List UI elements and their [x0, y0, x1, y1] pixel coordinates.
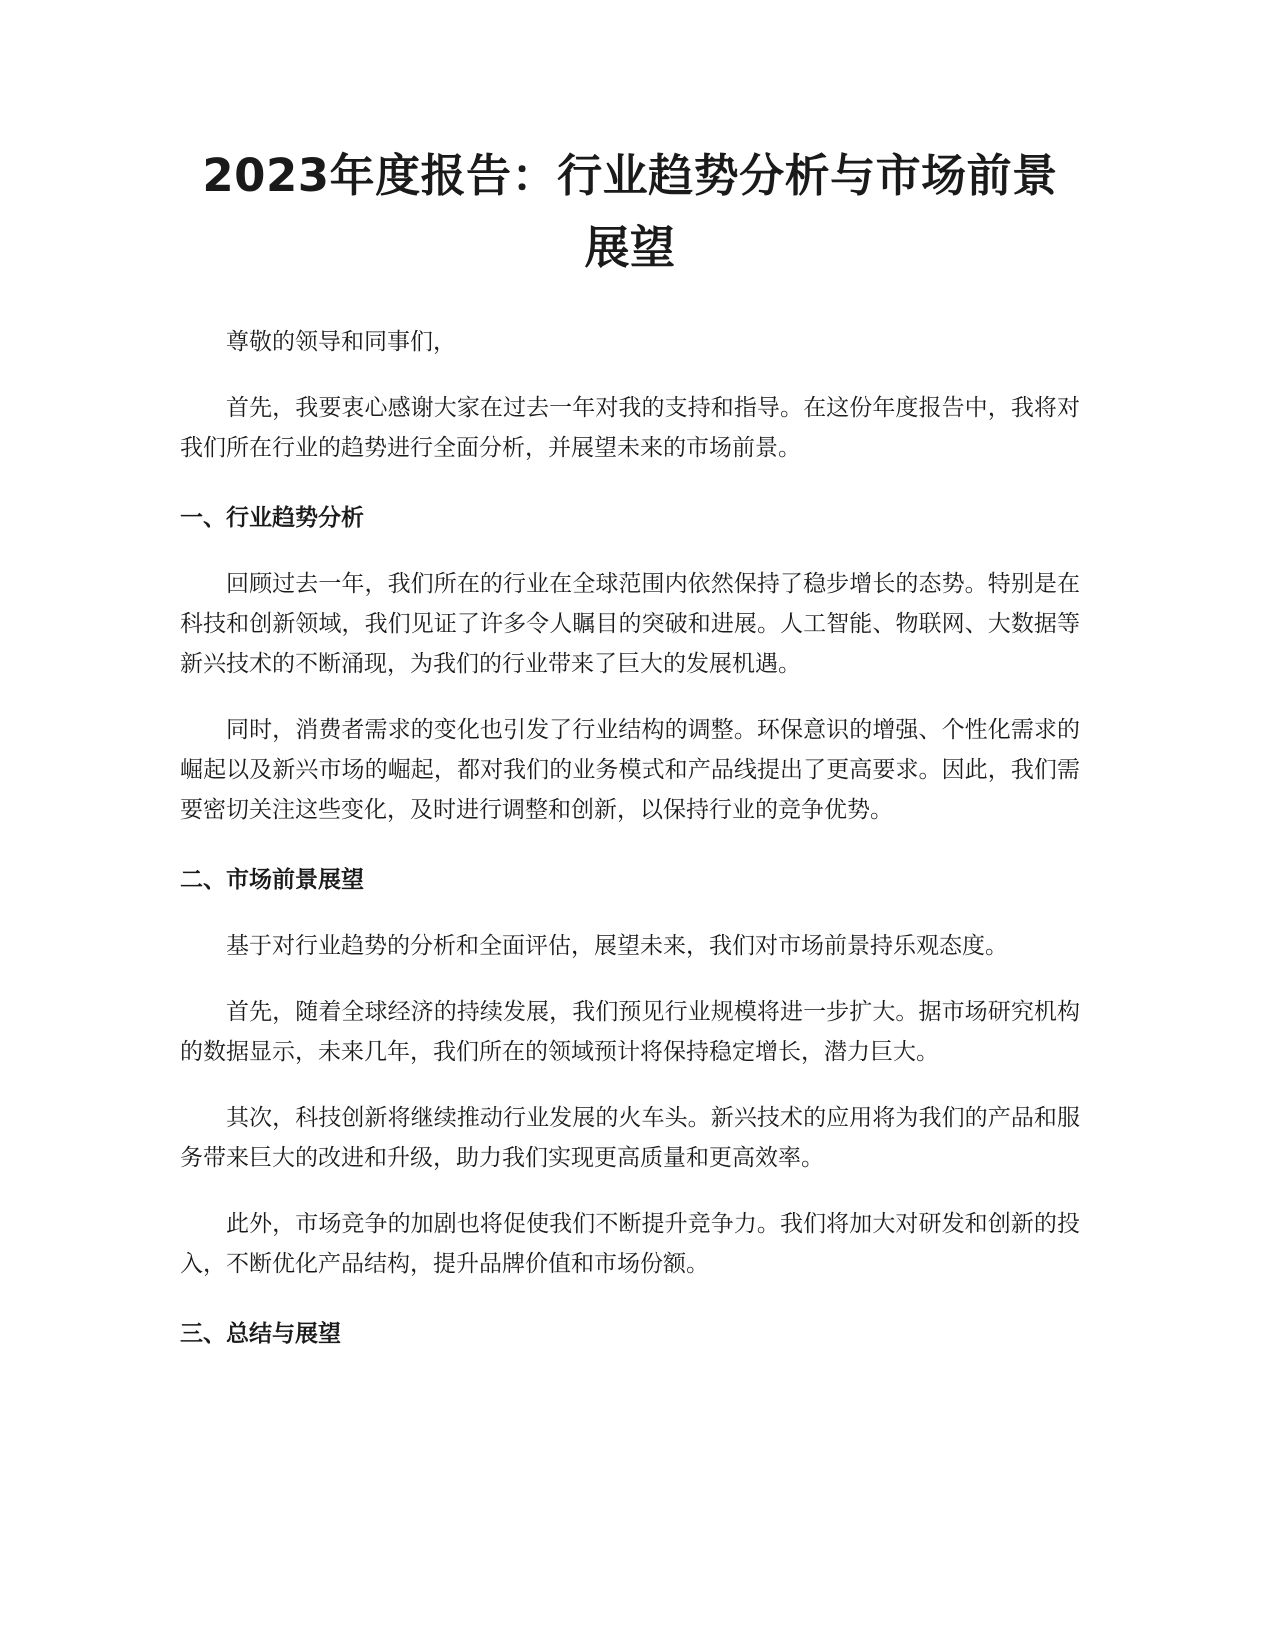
section-heading-market-outlook: 二、市场前景展望 — [180, 867, 364, 893]
section-heading-industry-trends: 一、行业趋势分析 — [180, 505, 364, 531]
document-page — [180, 140, 1080, 1354]
paragraph: 首先，随着全球经济的持续发展，我们预见行业规模将进一步扩大。据市场研究机构的数据显示，未来几年，我们所在的领域预计将保持稳定增长，潜力巨大。 — [180, 999, 1080, 1065]
document-title: 2023年度报告：行业趋势分析与市场前景展望 — [202, 149, 1058, 274]
paragraph: 回顾过去一年，我们所在的行业在全球范围内依然保持了稳步增长的态势。特别是在科技和创新领域，我们见证了许多令人瞩目的突破和进展。人工智能、物联网、大数据等新兴技术的不断涌现，为我们的行业带来了巨大的发展机遇。 — [180, 571, 1080, 677]
paragraph: 此外，市场竞争的加剧也将促使我们不断提升竞争力。我们将加大对研发和创新的投入，不断优化产品结构，提升品牌价值和市场份额。 — [180, 1211, 1080, 1277]
paragraph: 其次，科技创新将继续推动行业发展的火车头。新兴技术的应用将为我们的产品和服务带来巨大的改进和升级，助力我们实现更高质量和更高效率。 — [180, 1105, 1080, 1171]
section-heading-summary: 三、总结与展望 — [180, 1321, 341, 1347]
paragraph: 基于对行业趋势的分析和全面评估，展望未来，我们对市场前景持乐观态度。 — [226, 933, 1008, 959]
paragraph: 同时，消费者需求的变化也引发了行业结构的调整。环保意识的增强、个性化需求的崛起以及新兴市场的崛起，都对我们的业务模式和产品线提出了更高要求。因此，我们需要密切关注这些变化，及时进行调整和创新，以保持行业的竞争优势。 — [180, 717, 1080, 823]
intro-paragraph: 首先，我要衷心感谢大家在过去一年对我的支持和指导。在这份年度报告中，我将对我们所在行业的趋势进行全面分析，并展望未来的市场前景。 — [180, 395, 1080, 461]
salutation: 尊敬的领导和同事们， — [226, 329, 456, 355]
